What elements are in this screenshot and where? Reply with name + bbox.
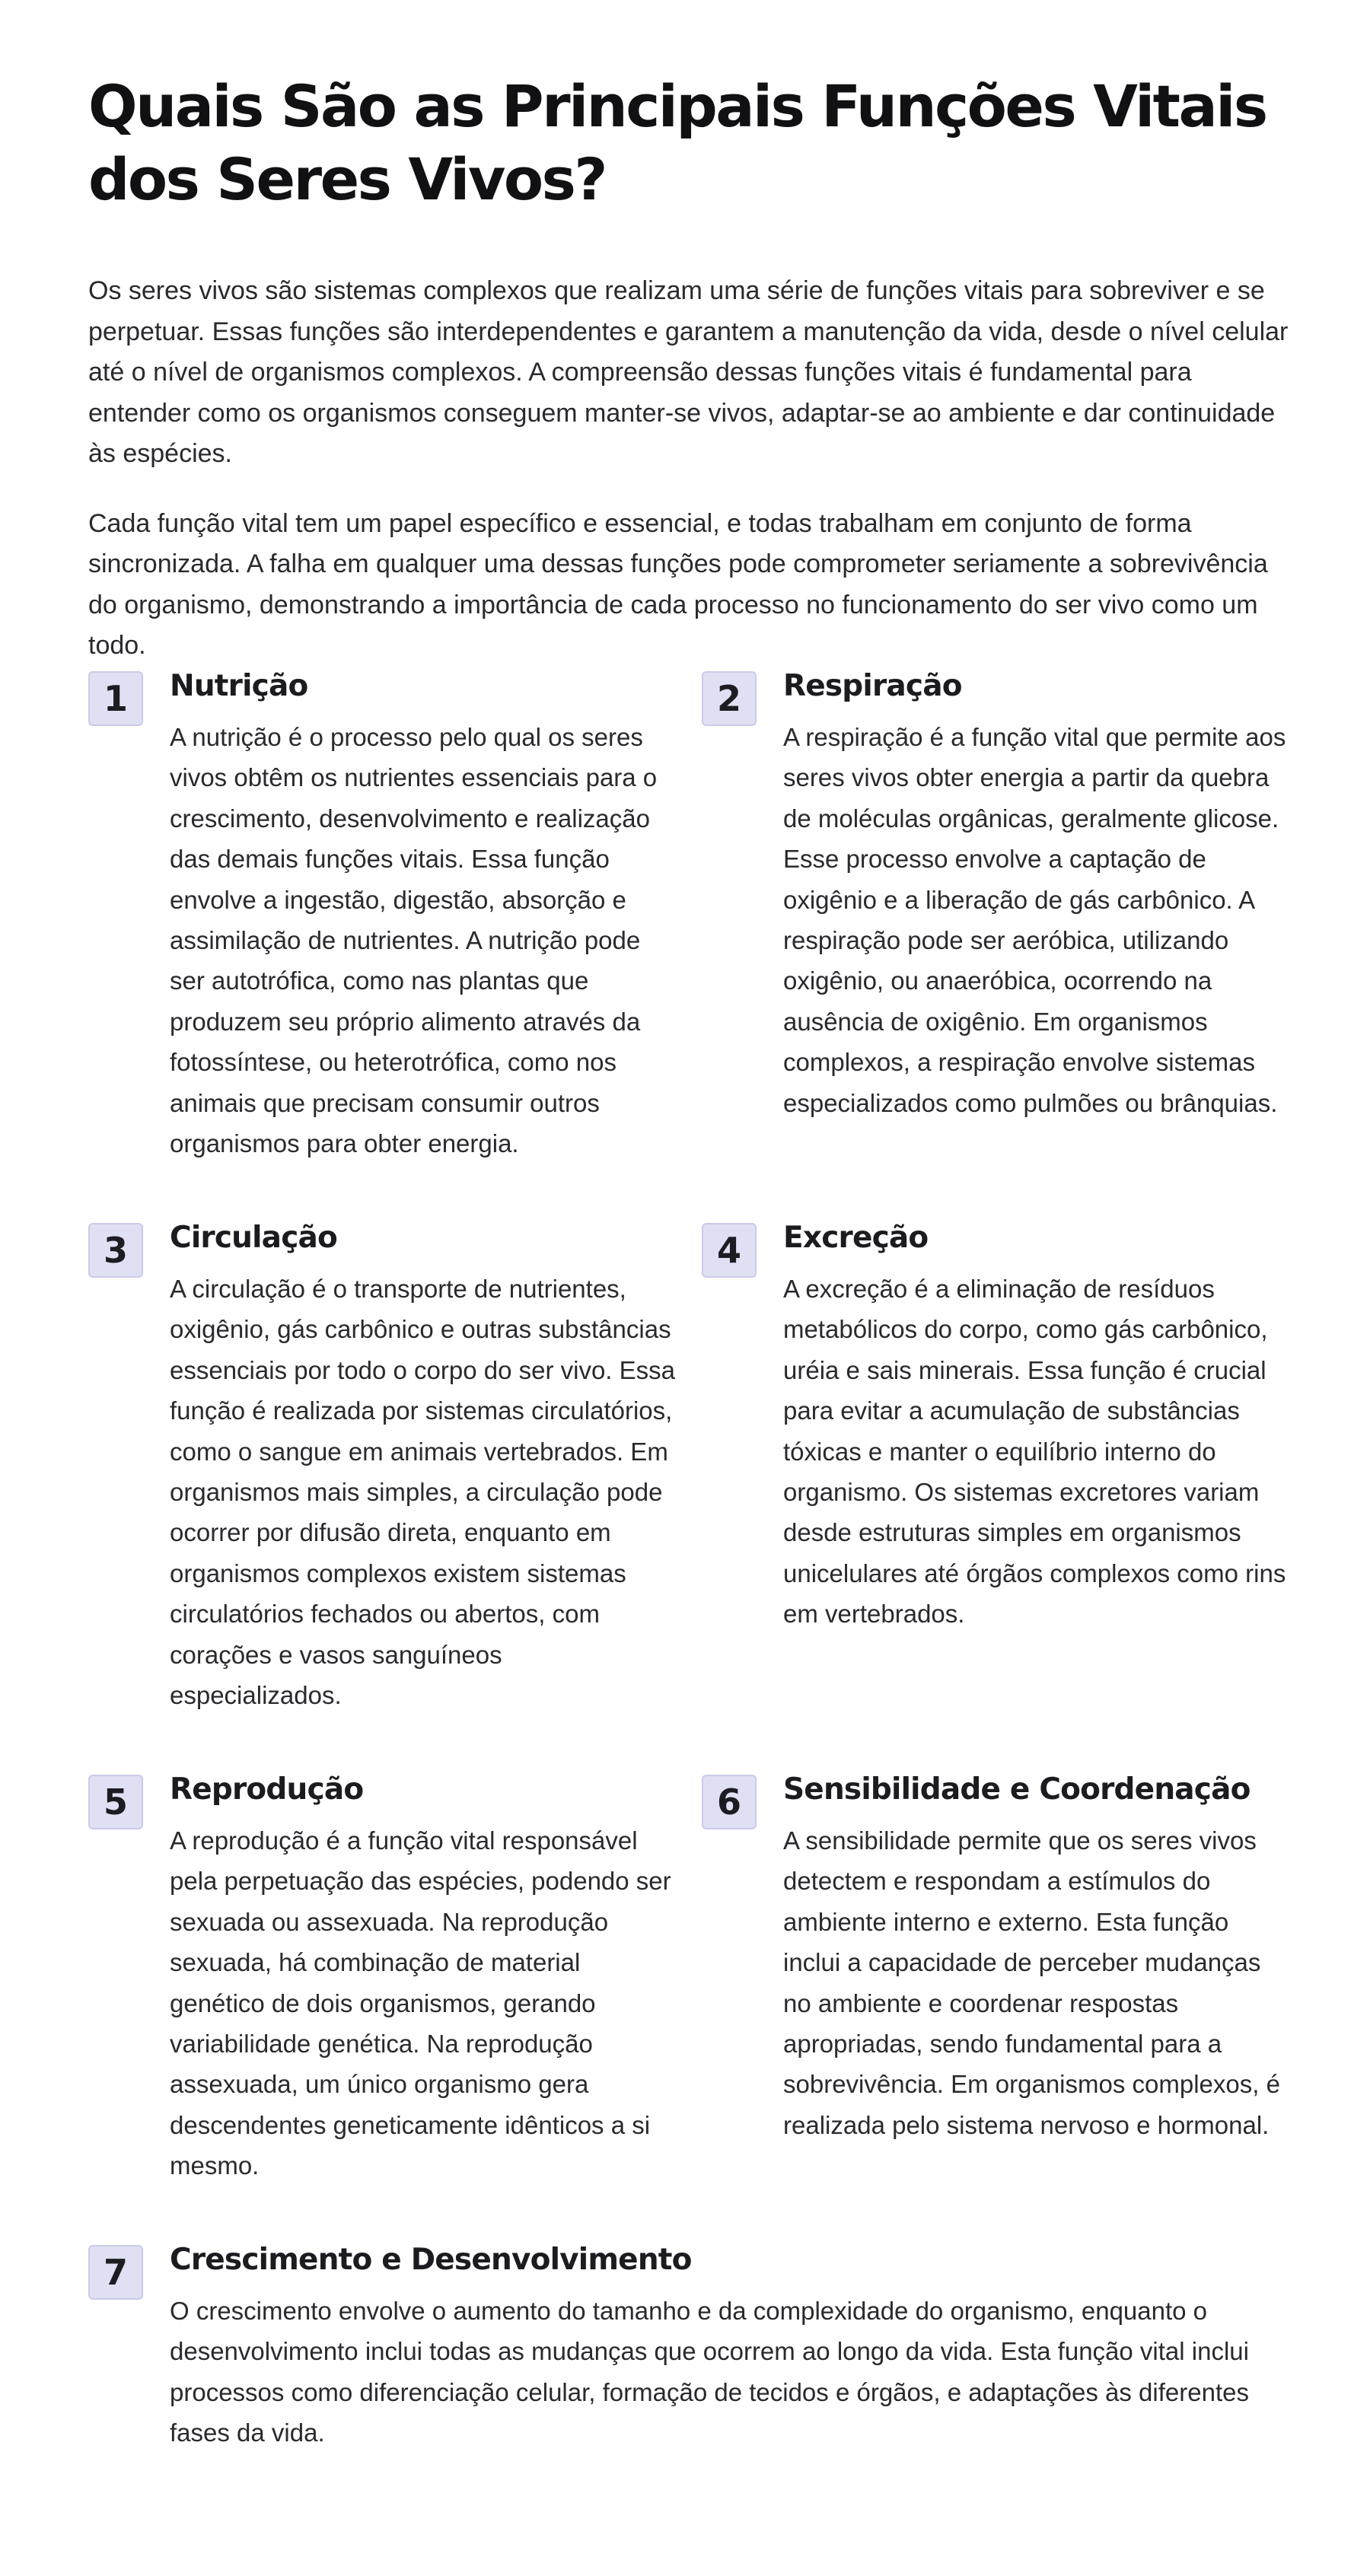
function-title: Respiração: [783, 669, 962, 703]
function-title: Circulação: [170, 1221, 338, 1255]
function-description: A excreção é a eliminação de resíduos metabólicos do corpo, como gás carbônico, uréia e sais minerais. Essa função é crucial para evitar a acumulação de substâncias tóxicas e manter o equilíbrio interno do organismo. Os sistemas excretores variam desde estruturas simples em organismos unicelulares até órgãos complexos como rins em vertebrados.: [783, 1275, 1286, 1629]
number-badge: 5: [88, 1775, 143, 1829]
function-content: [783, 667, 1291, 1123]
number-badge: 7: [88, 2245, 143, 2300]
function-title: Nutrição: [170, 669, 308, 703]
function-description: A reprodução é a função vital responsável pela perpetuação das espécies, podendo ser sexuada ou assexuada. Na reprodução sexuada, há combinação de material genético de dois organismos, gerando variabilidade genética. Na reprodução assexuada, um único organismo gera descendentes geneticamente idênticos a si mesmo.: [170, 1826, 671, 2180]
intro-section: [88, 271, 1291, 667]
number-badge: 1: [88, 671, 143, 726]
number-badge: 4: [702, 1223, 757, 1278]
function-title: Sensibilidade e Coordenação: [783, 1772, 1251, 1807]
intro-paragraph: Os seres vivos são sistemas complexos que realizam uma série de funções vitais para sobreviver e se perpetuar. Essas funções são interdependentes e garantem a manutenção da vida, desde o nível celular até o nível de organismos complexos. A compreensão dessas funções vitais é fundamental para entender como os organismos conseguem manter-se vivos, adaptar-se ao ambiente e dar continuidade às espécies.: [88, 276, 1289, 468]
article: [88, 0, 1291, 2447]
number-badge: 3: [88, 1223, 143, 1278]
intro-paragraph: Cada função vital tem um papel específico e essencial, e todas trabalham em conjunto de forma sincronizada. A falha em qualquer uma dessas funções pode comprometer seriamente a sobrevivência do organismo, demonstrando a importância de cada processo no funcionamento do ser vivo como um todo.: [88, 508, 1268, 660]
function-description: O crescimento envolve o aumento do tamanho e da complexidade do organismo, enquanto o desenvolvimento inclui todas as mudanças que ocorrem ao longo da vida. Esta função vital inclui processos como diferenciação celular, formação de tecidos e órgãos, e adaptações às diferentes fases da vida.: [170, 2297, 1249, 2447]
function-title: Reprodução: [170, 1772, 364, 1807]
function-content: [170, 2240, 1291, 2453]
function-content: [170, 1770, 677, 2186]
number-badge: 6: [702, 1775, 757, 1829]
function-content: [170, 1218, 677, 1715]
function-description: A circulação é o transporte de nutrientes, oxigênio, gás carbônico e outras substâncias essenciais por todo o corpo do ser vivo. Essa função é realizada por sistemas circulatórios, como o sangue em animais vertebrados. Em organismos mais simples, a circulação pode ocorrer por difusão direta, enquanto em organismos complexos existem sistemas circulatórios fechados ou abertos, com corações e vasos sanguíneos especializados.: [170, 1275, 676, 1710]
function-content: [783, 1770, 1291, 2145]
number-badge: 2: [702, 671, 757, 726]
function-title: Excreção: [783, 1221, 929, 1255]
function-content: [783, 1218, 1291, 1635]
function-description: A respiração é a função vital que permite aos seres vivos obter energia a partir da quebra de moléculas orgânicas, geralmente glicose. Esse processo envolve a captação de oxigênio e a liberação de gás carbônico. A respiração pode ser aeróbica, utilizando oxigênio, ou anaeróbica, ocorrendo na ausência de oxigênio. Em organismos complexos, a respiração envolve sistemas especializados como pulmões ou brânquias.: [783, 723, 1286, 1117]
function-title: Crescimento e Desenvolvimento: [170, 2243, 692, 2277]
function-description: A nutrição é o processo pelo qual os seres vivos obtêm os nutrientes essenciais para o crescimento, desenvolvimento e realização das demais funções vitais. Essa função envolve a ingestão, digestão, absorção e assimilação de nutrientes. A nutrição pode ser autotrófica, como nas plantas que produzem seu próprio alimento através da fotossíntese, ou heterotrófica, como nos animais que precisam consumir outros organismos para obter energia.: [170, 723, 658, 1158]
function-description: A sensibilidade permite que os seres vivos detectem e respondam a estímulos do ambiente interno e externo. Esta função inclui a capacidade de perceber mudanças no ambiente e coordenar respostas apropriadas, sendo fundamental para a sobrevivência. Em organismos complexos, é realizada pelo sistema nervoso e hormonal.: [783, 1826, 1280, 2139]
function-content: [170, 667, 677, 1164]
page-title: Quais São as Principais Funções Vitais dos Seres Vivos?: [88, 72, 1266, 213]
